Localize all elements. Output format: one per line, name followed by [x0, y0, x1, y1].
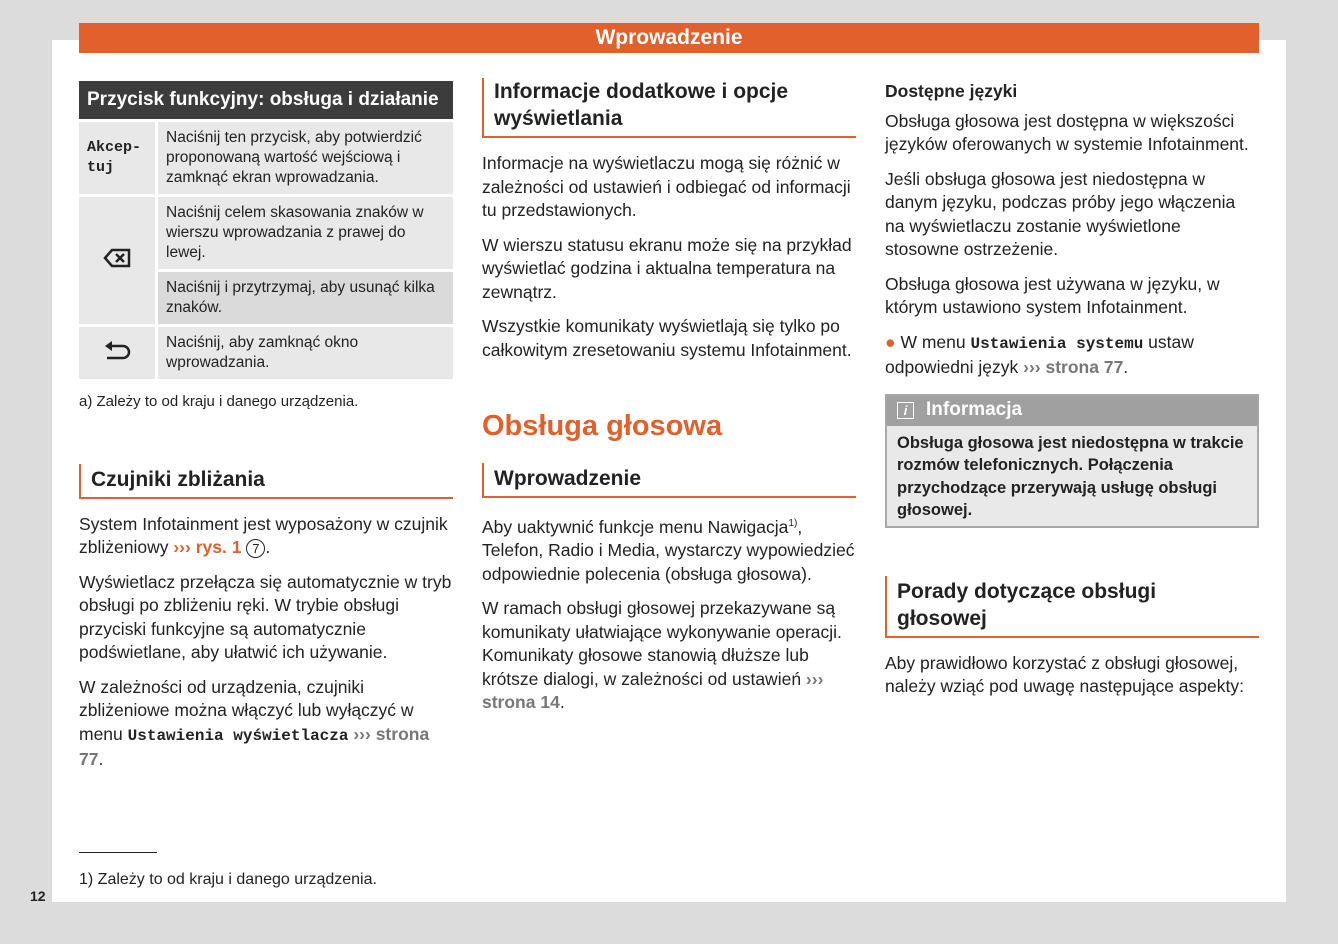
- page-link[interactable]: ››› strona 14: [482, 668, 824, 713]
- info-title: Informacja: [926, 398, 1023, 420]
- paragraph: Aby uaktywnić funkcje menu Nawigacja$^{1)}$, Telefon, Radio i Media, wystarczy wypowiedzieć odpowiednie polecenia (obsługa głosowa).: [482, 516, 855, 584]
- column-1: [79, 78, 453, 783]
- paragraph: Obsługa głosowa jest używana w języku, w którym ustawiono system Infotainment.: [885, 273, 1220, 317]
- figure-link[interactable]: ››› rys. 1: [173, 537, 242, 557]
- section-heading: Wprowadzenie: [482, 463, 856, 498]
- table-row: [79, 327, 453, 379]
- chapter-header: Wprowadzenie: [79, 23, 1259, 53]
- subheading: Dostępne języki: [885, 81, 1018, 101]
- callout-number: 7: [246, 539, 265, 558]
- return-icon: [79, 327, 158, 379]
- row-desc: Naciśnij i przytrzymaj, aby usunąć kilka znaków.: [158, 272, 453, 324]
- paragraph: W ramach obsługi głosowej przekazywane są komunikaty ułatwiające wykonywanie operacji. Komunikaty głosowe stanowią dłuższe lub krótsze dialogi, w zależności od ustawień ››› strona 14.: [482, 598, 842, 713]
- page-number: 12: [30, 888, 46, 904]
- column-2: [482, 78, 856, 726]
- bullet-icon: ●: [885, 331, 896, 352]
- page-link[interactable]: ››› strona 77: [79, 723, 430, 769]
- info-text: Obsługa głosowa jest niedostępna w trakcie rozmów telefonicznych. Połączenia przychodzące przerywają usługę obsługi głosowej.: [897, 433, 1244, 519]
- chapter-title: Obsługa głosowa: [482, 410, 723, 442]
- row-desc: Naciśnij ten przycisk, aby potwierdzić proponowaną wartość wejściową i zamknąć ekran wprowadzania.: [158, 122, 453, 194]
- footnote: 1) Zależy to od kraju i danego urządzenia.: [79, 871, 377, 888]
- paragraph: Wyświetlacz przełącza się automatycznie w tryb obsługi po zbliżeniu ręki. W trybie obsługi przyciski funkcyjne są automatycznie podświetlane, aby ułatwić ich używanie.: [79, 571, 452, 662]
- row-desc: Naciśnij celem skasowania znaków w wierszu wprowadzania z prawej do lewej.: [158, 197, 453, 269]
- info-box: [885, 394, 1259, 528]
- info-icon: i: [897, 402, 914, 419]
- paragraph: Obsługa głosowa jest dostępna w większości języków oferowanych w systemie Infotainment.: [885, 110, 1249, 154]
- footnote-divider: [79, 852, 157, 853]
- section-heading: Informacje dodatkowe i opcje wyświetlania: [482, 78, 856, 138]
- table-row: [79, 197, 453, 269]
- table-note: a) Zależy to od kraju i danego urządzenia.: [79, 393, 359, 410]
- column-3: [885, 78, 1259, 710]
- paragraph: W wierszu statusu ekranu może się na przykład wyświetlać godzina i aktualna temperatura na zewnątrz.: [482, 234, 852, 302]
- paragraph: System Infotainment jest wyposażony w czujnik zbliżeniowy ››› rys. 1 7 .: [79, 513, 448, 557]
- table-title: Przycisk funkcyjny: obsługa i działanie: [79, 81, 453, 119]
- paragraph: Jeśli obsługa głosowa jest niedostępna w danym języku, podczas próby jego włączenia na wyświetlaczu zostanie wyświetlone stosowne ostrzeżenie.: [885, 168, 1236, 259]
- paragraph: W zależności od urządzenia, czujniki zbliżeniowe można włączyć lub wyłączyć w menu Ustawienia wyświetlacza ››› strona 77.: [79, 676, 430, 769]
- section-heading: Czujniki zbliżania: [79, 464, 453, 499]
- backspace-icon: [79, 197, 158, 324]
- bullet-item: ● W menu Ustawienia systemu ustaw odpowiedni język ››› strona 77.: [885, 331, 1194, 377]
- page-link[interactable]: ››› strona 77: [1023, 357, 1124, 377]
- accept-key: Akcep-tuj: [79, 122, 158, 194]
- paragraph: Wszystkie komunikaty wyświetlają się tylko po całkowitym zresetowaniu systemu Infotainment.: [482, 316, 852, 360]
- table-row: [79, 122, 453, 194]
- section-heading: Porady dotyczące obsługi głosowej: [885, 576, 1259, 638]
- paragraph: Informacje na wyświetlaczu mogą się różnić w zależności od ustawień i odbiegać od informacji tu przedstawionych.: [482, 153, 851, 220]
- row-desc: Naciśnij, aby zamknąć okno wprowadzania.: [158, 327, 453, 379]
- paragraph: Aby prawidłowo korzystać z obsługi głosowej, należy wziąć pod uwagę następujące aspekty:: [885, 652, 1244, 696]
- function-button-table: [79, 78, 453, 382]
